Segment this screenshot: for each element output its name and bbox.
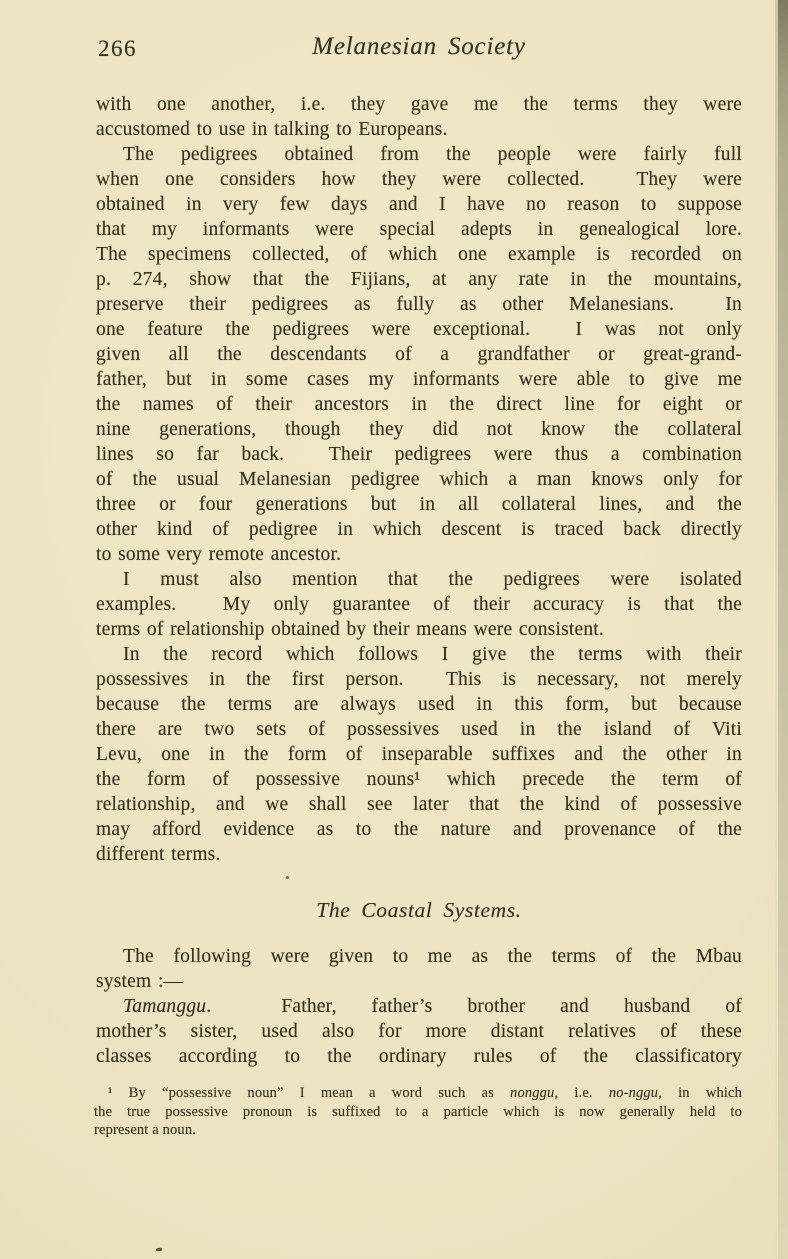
- text-line: may afford evidence as to the nature and provenance of the: [96, 819, 742, 840]
- text-line: obtained in very few days and I have no reason to suppose: [96, 194, 742, 215]
- running-title: Melanesian Society: [312, 33, 526, 60]
- text-line: accustomed to use in talking to Europeans.: [96, 119, 448, 140]
- text-line: The specimens collected, of which one example is recorded on: [96, 244, 742, 265]
- text-line: p. 274, show that the Fijians, at any rate in the mountains,: [96, 269, 742, 290]
- text-line: father, but in some cases my informants were able to give me: [96, 369, 742, 390]
- text-line: the true possessive pronoun is suffixed to a particle which is now generally held to: [94, 1103, 742, 1120]
- page-edge-shadow: [778, 0, 788, 1259]
- text-line: terms of relationship obtained by their means were consistent.: [96, 619, 604, 640]
- text-line: other kind of pedigree in which descent is traced back directly: [96, 519, 742, 540]
- ink-speck: [156, 1248, 162, 1252]
- text-line: with one another, i.e. they gave me the terms they were: [96, 94, 742, 115]
- text-line: mother’s sister, used also for more distant relatives of these: [96, 1021, 742, 1042]
- text-line: because the terms are always used in this form, but because: [96, 694, 742, 715]
- ink-speck: [286, 876, 289, 879]
- text-line: Tamanggu. Father, father’s brother and husband of: [123, 996, 742, 1017]
- text-line: examples. My only guarantee of their accuracy is that the: [96, 594, 742, 615]
- text-line: In the record which follows I give the terms with their: [123, 644, 742, 665]
- text-line: lines so far back. Their pedigrees were thus a combination: [96, 444, 742, 465]
- text-line: three or four generations but in all collateral lines, and the: [96, 494, 742, 515]
- section-heading: The Coastal Systems.: [316, 898, 522, 922]
- text-line: of the usual Melanesian pedigree which a man knows only for: [96, 469, 742, 490]
- page-number: 266: [98, 36, 137, 61]
- text-line: that my informants were special adepts in genealogical lore.: [96, 219, 742, 240]
- text-line: Levu, one in the form of inseparable suffixes and the other in: [96, 744, 742, 765]
- text-line: The following were given to me as the terms of the Mbau: [123, 946, 742, 967]
- mbau-terms-paragraph: [96, 944, 742, 1069]
- text-line: preserve their pedigrees as fully as other Melanesians. In: [96, 294, 742, 315]
- text-line: The pedigrees obtained from the people were fairly full: [123, 144, 742, 165]
- text-line: nine generations, though they did not know the collateral: [96, 419, 742, 440]
- text-line: when one considers how they were collected. They were: [96, 169, 742, 190]
- text-line: given all the descendants of a grandfather or great-grand-: [96, 344, 742, 365]
- text-line: to some very remote ancestor.: [96, 544, 342, 565]
- text-line: I must also mention that the pedigrees were isolated: [123, 569, 742, 590]
- text-line: there are two sets of possessives used in the island of Viti: [96, 719, 742, 740]
- text-line: represent a noun.: [94, 1122, 196, 1138]
- text-line: different terms.: [96, 844, 221, 865]
- text-line: the names of their ancestors in the direct line for eight or: [96, 394, 742, 415]
- text-line: relationship, and we shall see later that the kind of possessive: [96, 794, 742, 815]
- text-line: system :—: [96, 971, 184, 992]
- text-line: ¹ By “possessive noun” I mean a word such as nonggu, i.e. no-nggu, in which: [108, 1085, 743, 1101]
- body-text: [96, 92, 742, 867]
- text-line: possessives in the first person. This is necessary, not merely: [96, 669, 742, 690]
- footnote: [94, 1084, 742, 1140]
- text-line: classes according to the ordinary rules of the classificatory: [96, 1046, 742, 1067]
- text-line: the form of possessive nouns¹ which precede the term of: [96, 769, 742, 790]
- text-line: one feature the pedigrees were exceptional. I was not only: [96, 319, 742, 340]
